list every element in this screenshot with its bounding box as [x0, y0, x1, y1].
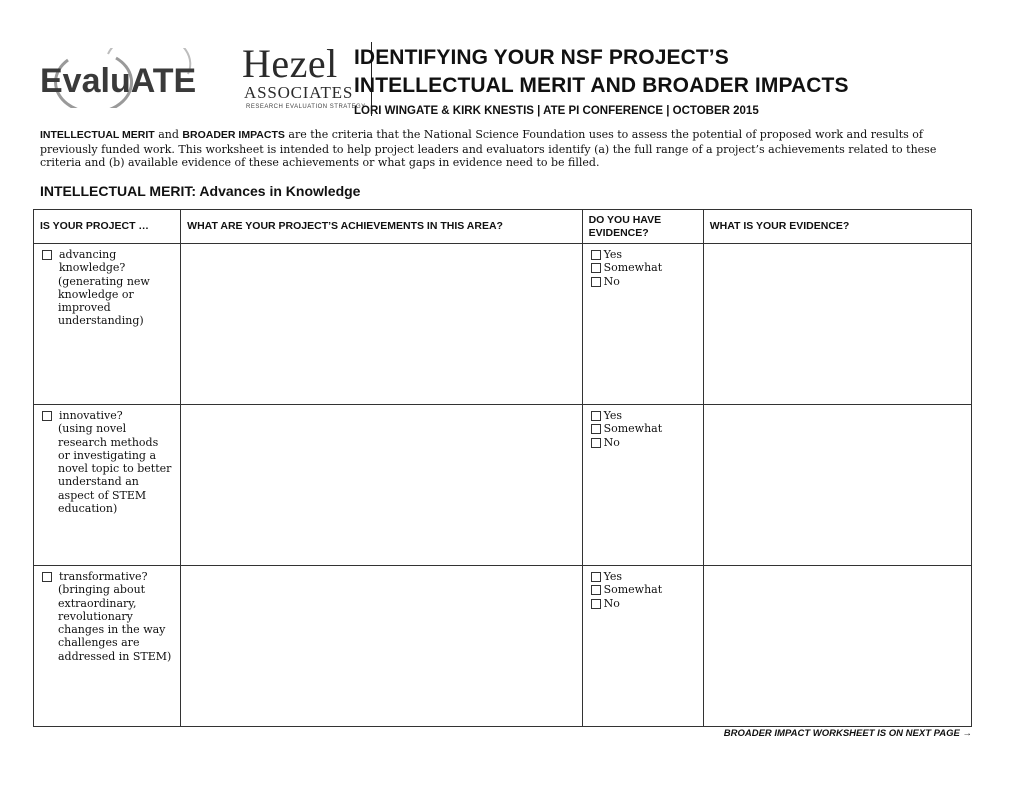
evidence-yes-checkbox[interactable]	[591, 411, 601, 421]
evidence-options-cell	[582, 244, 703, 405]
criterion-cell	[34, 405, 181, 566]
evidence-no-label: No	[603, 274, 620, 288]
evidence-somewhat-checkbox[interactable]	[591, 263, 601, 273]
achievements-cell[interactable]	[181, 405, 582, 566]
header-have-evidence: DO YOU HAVE EVIDENCE?	[582, 210, 703, 244]
evidence-no-checkbox[interactable]	[591, 438, 601, 448]
evidence-yes-checkbox[interactable]	[591, 572, 601, 582]
criterion-checkbox[interactable]	[42, 250, 52, 260]
intro-conjunction: and	[158, 128, 179, 141]
achievements-cell[interactable]	[181, 244, 582, 405]
intro-text: are the criteria that the National Science Foundation uses to assess the potential of proposed work and results of previously funded work. This worksheet is intended to help project leaders and evaluators identify (a) the full range of a project’s achievements related to these criteria and (b) available evidence of these achievements or what gaps in evidence need to be filled.	[40, 128, 937, 169]
next-page-note: BROADER IMPACT WORKSHEET IS ON NEXT PAGE →	[723, 728, 972, 739]
criterion-label: advancing knowledge?	[59, 248, 126, 275]
table-row	[34, 244, 972, 405]
criterion-description: (bringing about extraordinary, revolutionary changes in the way challenges are addressed in STEM)	[58, 583, 172, 663]
evidence-somewhat-label: Somewhat	[603, 261, 663, 275]
hezel-tagline: RESEARCH EVALUATION STRATEGY	[246, 104, 366, 110]
hezel-associates-logo	[240, 41, 366, 116]
criterion-checkbox[interactable]	[42, 572, 52, 582]
page-title-line-2: INTELLECTUAL MERIT AND BROADER IMPACTS	[354, 74, 849, 97]
criterion-cell	[34, 566, 181, 727]
intro-term-intellectual-merit: INTELLECTUAL MERIT	[40, 129, 155, 141]
title-block	[354, 44, 974, 119]
intro-paragraph	[40, 128, 970, 170]
evidence-yes-checkbox[interactable]	[591, 250, 601, 260]
page-header	[38, 42, 978, 116]
evidence-cell[interactable]	[703, 405, 971, 566]
criterion-label: transformative?	[59, 570, 148, 583]
table-row	[34, 566, 972, 727]
intro-term-broader-impacts: BROADER IMPACTS	[182, 129, 285, 141]
evidence-yes-label: Yes	[603, 248, 623, 261]
evidence-somewhat-checkbox[interactable]	[591, 585, 601, 595]
header-is-your-project: IS YOUR PROJECT …	[34, 210, 181, 244]
criterion-cell	[34, 244, 181, 405]
criterion-label: innovative?	[59, 409, 123, 422]
evidence-cell[interactable]	[703, 244, 971, 405]
evidence-somewhat-checkbox[interactable]	[591, 424, 601, 434]
evaluate-logo	[38, 48, 198, 108]
evidence-no-label: No	[603, 596, 620, 610]
worksheet-table	[33, 209, 972, 727]
criterion-description: (using novel research methods or investigating a novel topic to better understand an aspect of STEM education)	[58, 422, 172, 516]
criterion-checkbox[interactable]	[42, 411, 52, 421]
section-heading: INTELLECTUAL MERIT: Advances in Knowledge	[40, 183, 361, 199]
svg-text:EvaluATE: EvaluATE	[40, 62, 197, 100]
hezel-associates: ASSOCIATES	[244, 83, 354, 102]
achievements-cell[interactable]	[181, 566, 582, 727]
evidence-somewhat-label: Somewhat	[603, 583, 663, 597]
page-subtitle: LORI WINGATE & KIRK KNESTIS | ATE PI CONFERENCE | OCTOBER 2015	[354, 105, 759, 117]
table-header-row	[34, 210, 972, 244]
table-row	[34, 405, 972, 566]
evidence-no-label: No	[603, 435, 620, 449]
evidence-yes-label: Yes	[603, 570, 623, 583]
evidence-no-checkbox[interactable]	[591, 277, 601, 287]
hezel-name: Hezel	[242, 41, 338, 86]
criterion-description: (generating new knowledge or improved understanding)	[58, 274, 150, 328]
evidence-cell[interactable]	[703, 566, 971, 727]
header-achievements: WHAT ARE YOUR PROJECT’S ACHIEVEMENTS IN THIS AREA?	[181, 210, 582, 244]
evidence-options-cell	[582, 566, 703, 727]
evidence-somewhat-label: Somewhat	[603, 422, 663, 436]
evidence-yes-label: Yes	[603, 409, 623, 422]
header-your-evidence: WHAT IS YOUR EVIDENCE?	[703, 210, 971, 244]
evidence-options-cell	[582, 405, 703, 566]
page-title-line-1: IDENTIFYING YOUR NSF PROJECT’S	[354, 46, 729, 69]
evidence-no-checkbox[interactable]	[591, 599, 601, 609]
